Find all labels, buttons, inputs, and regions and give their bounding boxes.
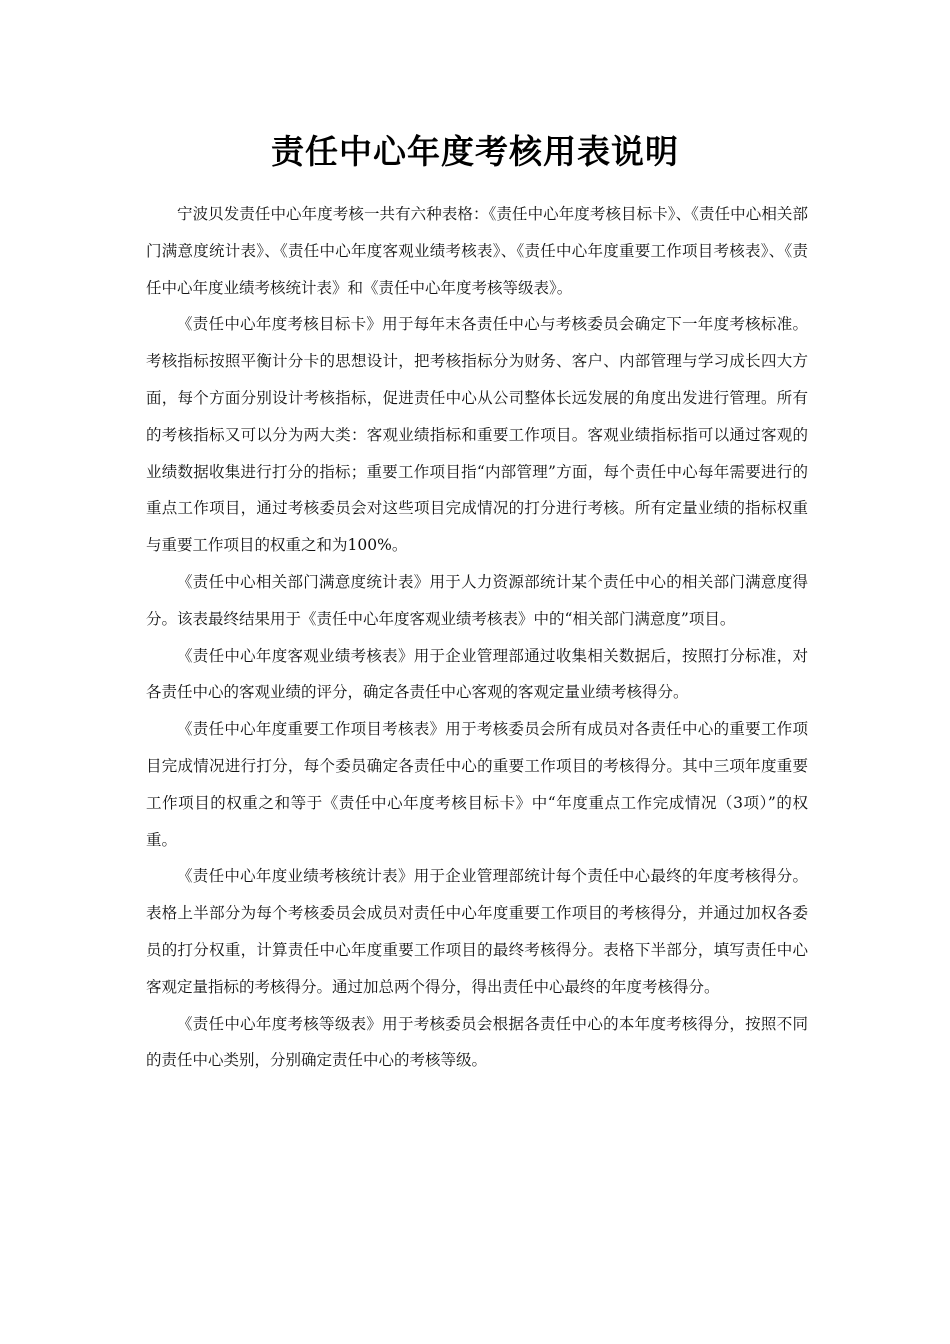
document-body <box>146 196 808 1079</box>
paragraph-overview: 宁波贝发责任中心年度考核一共有六种表格：《责任中心年度考核目标卡》、《责任中心相关部门满意度统计表》、《责任中心年度客观业绩考核表》、《责任中心年度重要工作项目考核表》、《责任中心年度业绩考核统计表》和《责任中心年度考核等级表》。 <box>146 205 808 297</box>
paragraph-satisfaction-table: 《责任中心相关部门满意度统计表》用于人力资源部统计某个责任中心的相关部门满意度得分。该表最终结果用于《责任中心年度客观业绩考核表》中的“相关部门满意度”项目。 <box>146 572 808 628</box>
paragraph-grade-table: 《责任中心年度考核等级表》用于考核委员会根据各责任中心的本年度考核得分，按照不同的责任中心类别，分别确定责任中心的考核等级。 <box>146 1014 808 1070</box>
paragraph-key-project-table: 《责任中心年度重要工作项目考核表》用于考核委员会所有成员对各责任中心的重要工作项目完成情况进行打分，每个委员确定各责任中心的重要工作项目的考核得分。其中三项年度重要工作项目的权重之和等于《责任中心年度考核目标卡》中“年度重点工作完成情况（3项）”的权重。 <box>146 720 808 849</box>
paragraph-statistics-table: 《责任中心年度业绩考核统计表》用于企业管理部统计每个责任中心最终的年度考核得分。表格上半部分为每个考核委员会成员对责任中心年度重要工作项目的考核得分，并通过加权各委员的打分权重，计算责任中心年度重要工作项目的最终考核得分。表格下半部分，填写责任中心客观定量指标的考核得分。通过加总两个得分，得出责任中心最终的年度考核得分。 <box>146 867 808 996</box>
document-title: 责任中心年度考核用表说明 <box>271 132 679 171</box>
paragraph-objective-performance-table: 《责任中心年度客观业绩考核表》用于企业管理部通过收集相关数据后，按照打分标准，对各责任中心的客观业绩的评分，确定各责任中心客观的客观定量业绩考核得分。 <box>146 646 808 702</box>
paragraph-target-card: 《责任中心年度考核目标卡》用于每年末各责任中心与考核委员会确定下一年度考核标准。考核指标按照平衡计分卡的思想设计，把考核指标分为财务、客户、内部管理与学习成长四大方面，每个方面分别设计考核指标，促进责任中心从公司整体长远发展的角度出发进行管理。所有的考核指标又可以分为两大类：客观业绩指标和重要工作项目。客观业绩指标指可以通过客观的业绩数据收集进行打分的指标；重要工作项目指“内部管理”方面，每个责任中心每年需要进行的重点工作项目，通过考核委员会对这些项目完成情况的打分进行考核。所有定量业绩的指标权重与重要工作项目的权重之和为100%。 <box>146 315 808 555</box>
